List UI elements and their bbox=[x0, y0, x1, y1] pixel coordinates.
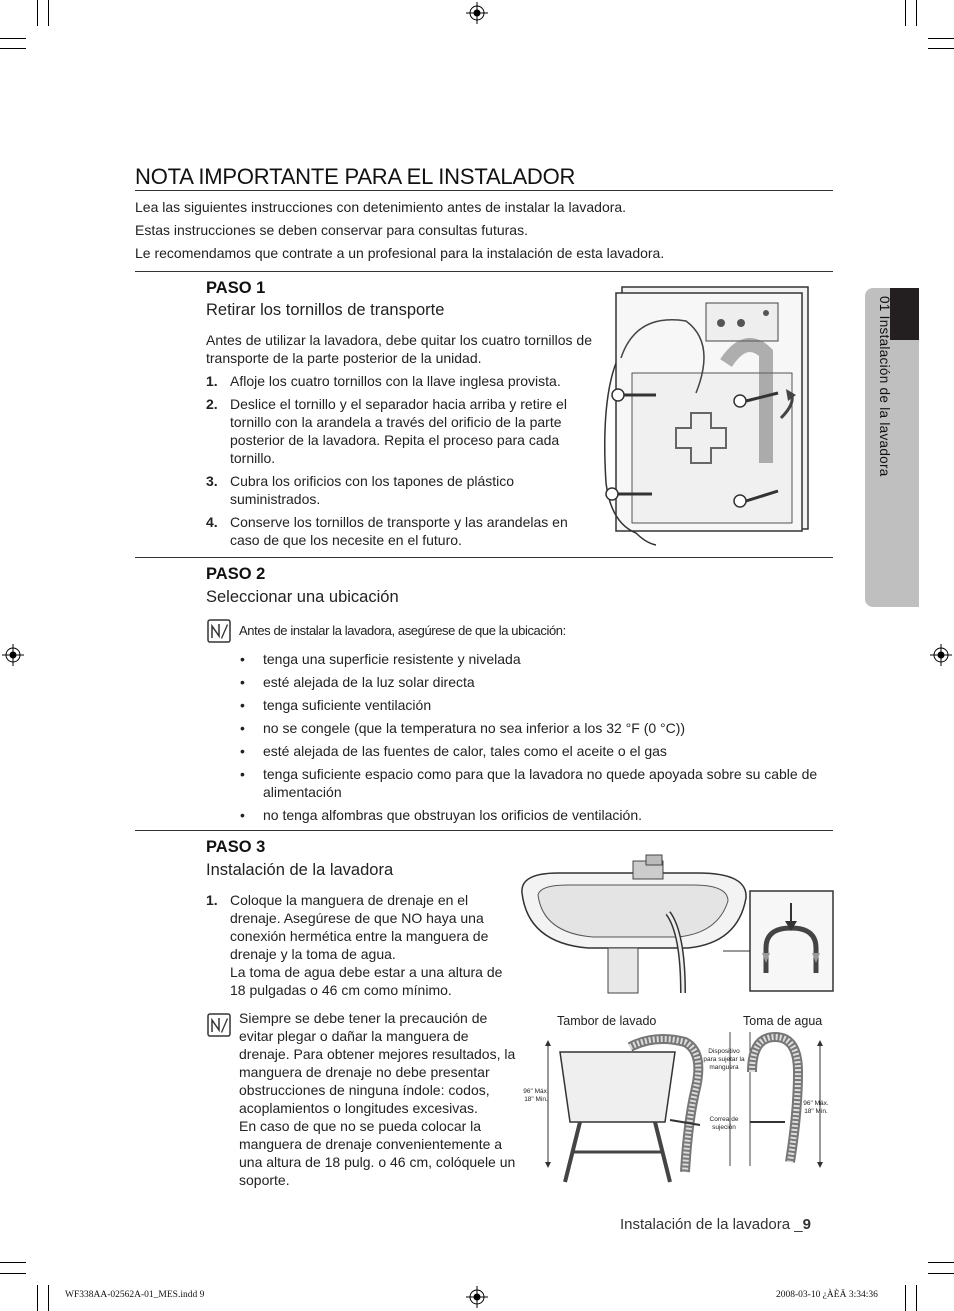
list-item bbox=[206, 395, 590, 467]
list-number: 1. bbox=[206, 373, 218, 389]
list-item: • tenga una superficie resistente y nivelada bbox=[240, 650, 835, 668]
list-number: 4. bbox=[206, 514, 218, 530]
height-label-left: 96" Máx. 18" Min. bbox=[523, 1088, 549, 1103]
registration-mark-icon bbox=[930, 644, 952, 666]
list-item bbox=[206, 372, 590, 390]
drain-tub-illustration bbox=[520, 1032, 836, 1188]
crop-mark bbox=[0, 1273, 26, 1274]
step2-subtitle: Seleccionar una ubicación bbox=[206, 588, 399, 606]
hose-holder-label: Dispositivo para sujetar la manguera bbox=[703, 1048, 745, 1071]
crop-mark bbox=[916, 0, 917, 26]
crop-mark bbox=[48, 0, 49, 26]
note-text: Siempre se debe tener la precaución de evitar plegar o dañar la manguera de drenaje. Para obtener mejores resultados, la manguera de drenaje no debe presentar obstrucciones de ninguna índole: codos, acoplamientos o longitudes excesivas. bbox=[239, 1010, 516, 1116]
crop-mark bbox=[916, 1285, 917, 1311]
list-item: • no tenga alfombras que obstruyan los orificios de ventilación. bbox=[240, 806, 835, 824]
crop-mark bbox=[928, 1262, 954, 1263]
list-item: • no se congele (que la temperatura no sea inferior a los 32 °F (0 °C)) bbox=[240, 719, 835, 737]
height-label-right: 96" Máx. 18" Min. bbox=[803, 1100, 829, 1115]
list-text: Conserve los tornillos de transporte y las arandelas en caso de que los necesite en el futuro. bbox=[230, 514, 568, 548]
list-item: • tenga suficiente espacio como para que la lavadora no quede apoyada sobre su cable de alimentación bbox=[240, 765, 835, 801]
water-intake-label: Toma de agua bbox=[743, 1014, 823, 1028]
page-title: NOTA IMPORTANTE PARA EL INSTALADOR bbox=[135, 164, 576, 189]
list-text: Deslice el tornillo y el separador hacia arriba y retire el tornillo con la arandela a través del orificio de la parte posterior de la lavadora. Repita el proceso para cada tornillo. bbox=[230, 396, 567, 466]
print-slug-right: 2008-03-10 ¿ÀÈÄ 3:34:36 bbox=[776, 1290, 878, 1300]
list-item bbox=[206, 513, 590, 549]
list-number: 1. bbox=[206, 892, 218, 908]
list-number: 3. bbox=[206, 473, 218, 489]
crop-mark bbox=[928, 38, 954, 39]
intro-line: Le recomendamos que contrate a un profesional para la instalación de esta lavadora. bbox=[135, 245, 665, 261]
crop-mark bbox=[0, 48, 26, 49]
step1-intro: Antes de utilizar la lavadora, debe quitar los cuatro tornillos de transporte de la parte posterior de la unidad. bbox=[206, 332, 592, 366]
list-text: Cubra los orificios con los tapones de plástico suministrados. bbox=[230, 473, 515, 507]
tub-label: Tambor de lavado bbox=[557, 1014, 657, 1028]
crop-mark bbox=[905, 0, 906, 26]
registration-mark-icon bbox=[466, 2, 488, 24]
section-divider bbox=[135, 830, 833, 831]
step1-heading: PASO 1 bbox=[206, 279, 266, 297]
location-requirements-list bbox=[240, 650, 835, 824]
chapter-tab-marker bbox=[890, 288, 919, 340]
crop-mark bbox=[905, 1285, 906, 1311]
chapter-tab-label: 01 Instalación de la lavadora bbox=[877, 296, 892, 477]
crop-mark bbox=[37, 0, 38, 26]
section-divider bbox=[135, 271, 833, 272]
list-text: Afloje los cuatro tornillos con la llave inglesa provista. bbox=[230, 373, 561, 389]
crop-mark bbox=[48, 1285, 49, 1311]
crop-mark bbox=[0, 1262, 26, 1263]
registration-mark-icon bbox=[2, 644, 24, 666]
list-number: 2. bbox=[206, 396, 218, 412]
step3-subtitle: Instalación de la lavadora bbox=[206, 861, 394, 879]
note-pencil-icon bbox=[207, 1013, 231, 1037]
washer-back-illustration bbox=[596, 283, 818, 555]
footer-label: Instalación de la lavadora _ bbox=[620, 1216, 803, 1233]
note-text: En caso de que no se pueda colocar la manguera de drenaje convenientemente a una altura de 18 pulg. o 46 cm, colóquele un soporte. bbox=[239, 1118, 516, 1188]
title-rule bbox=[135, 190, 833, 191]
strap-label: Correa de sujeción bbox=[709, 1116, 739, 1131]
crop-mark bbox=[0, 38, 26, 39]
intro-line: Estas instrucciones se deben conservar para consultas futuras. bbox=[135, 222, 528, 238]
list-item: • esté alejada de la luz solar directa bbox=[240, 673, 835, 691]
step3-heading: PASO 3 bbox=[206, 838, 266, 856]
crop-mark bbox=[928, 48, 954, 49]
print-slug-left: WF338AA-02562A-01_MES.indd 9 bbox=[65, 1290, 205, 1300]
note-pencil-icon bbox=[207, 619, 231, 643]
page-number: 9 bbox=[802, 1216, 811, 1233]
step3-note bbox=[239, 1009, 517, 1189]
list-item: • esté alejada de las fuentes de calor, tales como el aceite o el gas bbox=[240, 742, 835, 760]
page-footer bbox=[620, 1216, 811, 1233]
intro-line: Lea las siguientes instrucciones con detenimiento antes de instalar la lavadora. bbox=[135, 199, 627, 215]
step1-subtitle: Retirar los tornillos de transporte bbox=[206, 301, 445, 319]
list-item: • tenga suficiente ventilación bbox=[240, 696, 835, 714]
list-item bbox=[206, 472, 590, 508]
registration-mark-icon bbox=[466, 1286, 488, 1308]
list-text: Coloque la manguera de drenaje en el drenaje. Asegúrese de que NO haya una conexión hermética entre la manguera de drenaje y la toma de agua. bbox=[230, 892, 489, 962]
crop-mark bbox=[37, 1285, 38, 1311]
section-divider bbox=[135, 557, 833, 558]
step1-list bbox=[206, 372, 590, 549]
list-text: La toma de agua debe estar a una altura de 18 pulgadas o 46 cm como mínimo. bbox=[230, 964, 503, 998]
step2-heading: PASO 2 bbox=[206, 565, 266, 583]
sink-drain-illustration bbox=[518, 853, 836, 999]
step2-note: Antes de instalar la lavadora, asegúrese de que la ubicación: bbox=[239, 623, 566, 638]
list-item bbox=[206, 891, 518, 999]
step3-list bbox=[206, 891, 518, 999]
crop-mark bbox=[928, 1273, 954, 1274]
